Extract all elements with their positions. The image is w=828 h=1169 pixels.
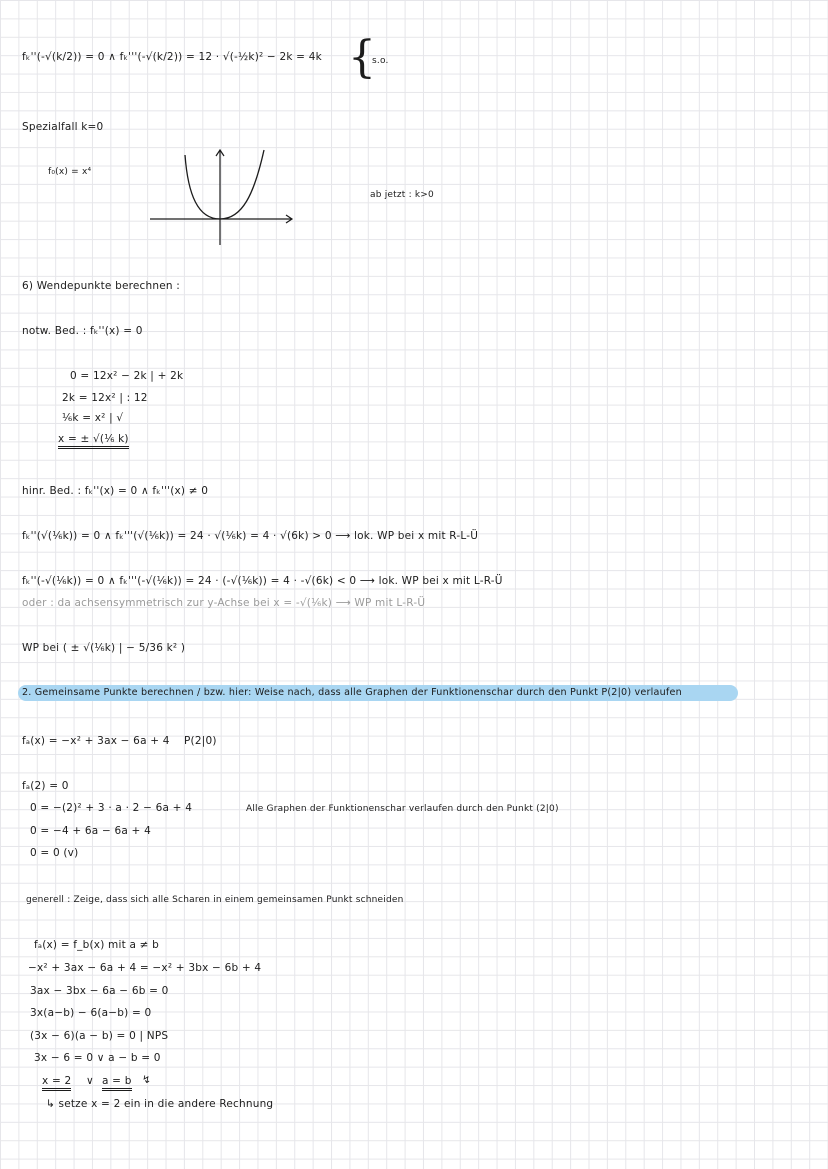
eq-gen-2: −x² + 3ax − 6a + 4 = −x² + 3bx − 6b + 4 xyxy=(28,962,262,974)
heading-wendepunkte: 6) Wendepunkte berechnen : xyxy=(22,280,181,292)
curve-x4 xyxy=(185,150,264,219)
eq-result-x: x = ± √(⅙ k) xyxy=(58,432,129,449)
eq-gen-5: (3x − 6)(a − b) = 0 | NPS xyxy=(30,1030,169,1042)
line-hinr-positive: fₖ''(√(⅙k)) = 0 ∧ fₖ'''(√(⅙k)) = 24 · √(⅙k) = 4 · √(6k) > 0 ⟶ lok. WP bei x mit R-L-Ü xyxy=(22,530,479,542)
line-hinr-negative: fₖ''(-√(⅙k)) = 0 ∧ fₖ'''(-√(⅙k)) = 24 · (-√(⅙k)) = 4 · -√(6k) < 0 ⟶ lok. WP bei x mit L-R-Ü xyxy=(22,575,503,587)
point-p: P(2|0) xyxy=(184,735,217,747)
eq-gen-1: fₐ(x) = f_b(x) mit a ≠ b xyxy=(34,939,160,951)
eq-sub-2: 0 = −4 + 6a − 6a + 4 xyxy=(30,825,151,837)
statement-alle-graphen: Alle Graphen der Funktionenschar verlaufen durch den Punkt (2|0) xyxy=(246,804,559,814)
heading-spezialfall: Spezialfall k=0 xyxy=(22,121,104,133)
eq-gen-4: 3x(a−b) − 6(a−b) = 0 xyxy=(30,1007,152,1019)
eq-gen-3: 3ax − 3bx − 6a − 6b = 0 xyxy=(30,985,169,997)
eq-gen-or: ∨ xyxy=(86,1075,94,1087)
note-ab-jetzt: ab jetzt : k>0 xyxy=(370,190,434,200)
function-fa: fₐ(x) = −x² + 3ax − 6a + 4 xyxy=(22,735,170,747)
eq-step-2: 2k = 12x² | : 12 xyxy=(62,392,148,404)
line-so-note: s.o. xyxy=(372,56,389,66)
line-second-derivative-check: fₖ''(-√(k/2)) = 0 ∧ fₖ'''(-√(k/2)) = 12 · √(-½k)² − 2k = 4k xyxy=(22,51,322,63)
eq-gen-x2: x = 2 xyxy=(42,1074,71,1091)
heading-generell: generell : Zeige, dass sich alle Scharen in einem gemeinsamen Punkt schneiden xyxy=(26,895,404,905)
function-f0: f₀(x) = x⁴ xyxy=(48,167,92,177)
line-hinr-bed: hinr. Bed. : fₖ''(x) = 0 ∧ fₖ'''(x) ≠ 0 xyxy=(22,485,209,497)
eq-sub-1: 0 = −(2)² + 3 · a · 2 − 6a + 4 xyxy=(30,802,193,814)
line-wp-result: WP bei ( ± √(⅙k) | − 5/36 k² ) xyxy=(22,642,186,654)
line-fa2: fₐ(2) = 0 xyxy=(22,780,69,792)
eq-gen-ab: a = b xyxy=(102,1074,132,1091)
eq-step-3: ⅙k = x² | √ xyxy=(62,412,124,424)
line-notw-bed: notw. Bed. : fₖ''(x) = 0 xyxy=(22,325,143,337)
heading-section-2: 2. Gemeinsame Punkte berechnen / bzw. hier: Weise nach, dass alle Graphen der Funktionenschar durch den Punkt P(2|0) verlaufen xyxy=(22,687,682,698)
curly-brace: { xyxy=(348,32,376,83)
sketch-graph-x4 xyxy=(150,145,300,250)
eq-gen-note: ↳ setze x = 2 ein in die andere Rechnung xyxy=(46,1098,274,1110)
eq-sub-3: 0 = 0 (v) xyxy=(30,847,79,859)
eq-step-1: 0 = 12x² − 2k | + 2k xyxy=(70,370,184,382)
line-oder-note: oder : da achsensymmetrisch zur y-Achse bei x = -√(⅙k) ⟶ WP mit L-R-Ü xyxy=(22,597,426,609)
contradiction-icon: ↯ xyxy=(142,1074,151,1086)
eq-gen-6: 3x − 6 = 0 ∨ a − b = 0 xyxy=(34,1052,161,1064)
